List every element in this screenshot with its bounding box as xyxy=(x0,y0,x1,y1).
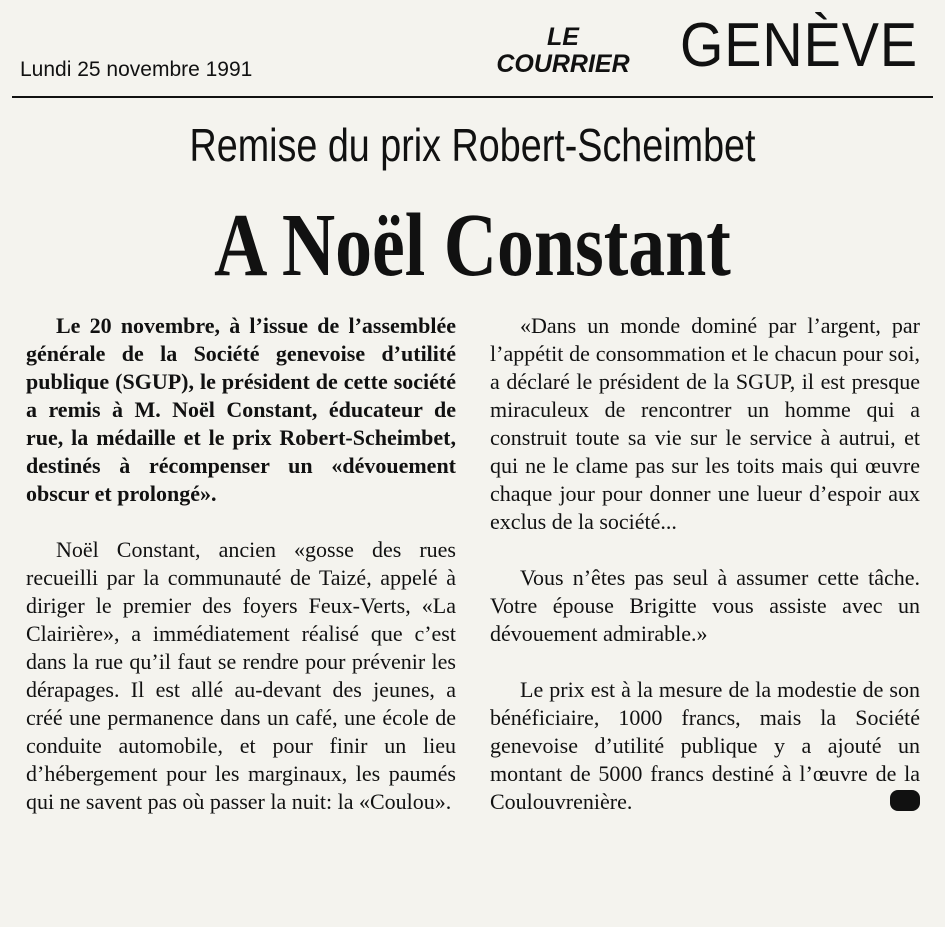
end-mark-icon: CO xyxy=(890,790,920,811)
article-column-left xyxy=(26,312,456,816)
article-column-right xyxy=(490,312,940,816)
quote-paragraph: «Dans un monde dominé par l’argent, par l’appétit de consommation et le chacun pour soi, a déclaré le président de la SGUP, il est presque miraculeux de rencontrer un homme qui a construit toute sa vie sur le service à autrui, et qui ne le clame pas sur les toits mais qui œuvre chaque jour pour donner une lueur d’espoir aux exclus de la société... xyxy=(490,313,920,534)
newspaper-logo-line-2: COURRIER xyxy=(496,50,630,78)
header-divider xyxy=(12,96,933,98)
closing-paragraph-text: Le prix est à la mesure de la modestie de son bénéficiaire, 1000 francs, mais la Société genevoise d’utilité publique y a ajouté un montant de 5000 francs destiné à l’œuvre de la Coulouvrenière. xyxy=(490,677,920,814)
newspaper-logo-line-1: LE xyxy=(547,23,579,51)
article-headline: A Noël Constant xyxy=(214,196,731,295)
body-paragraph: Noël Constant, ancien «gosse des rues recueilli par la communauté de Taizé, appelé à diriger le premier des foyers Feux-Verts, «La Clairière», a immédiatement réalisé que c’est dans la rue qu’il faut se rendre pour prévenir les dérapages. Il est allé au-devant des jeunes, a créé une permanence dans un café, une école de conduite automobile, et pour finir un lieu d’hébergement pour les marginaux, les paumés qui ne savent pas où passer la nuit: la «Coulou». xyxy=(26,537,456,814)
lead-paragraph: Le 20 novembre, à l’issue de l’assemblée générale de la Société genevoise d’utilité publique (SGUP), le président de cette société a remis à M. Noël Constant, éducateur de rue, la médaille et le prix Robert-Scheimbet, destinés à récompenser un «dévouement obscur et prolongé». xyxy=(26,313,456,506)
publication-date: Lundi 25 novembre 1991 xyxy=(20,58,253,81)
article-kicker: Remise du prix Robert-Scheimbet xyxy=(189,119,756,171)
newspaper-logo xyxy=(478,24,648,78)
quote-paragraph: Vous n’êtes pas seul à assumer cette tâche. Votre épouse Brigitte vous assiste avec un dévouement admirable.» xyxy=(490,565,920,646)
body-paragraph xyxy=(490,676,940,816)
section-title: GENÈVE xyxy=(680,11,918,80)
